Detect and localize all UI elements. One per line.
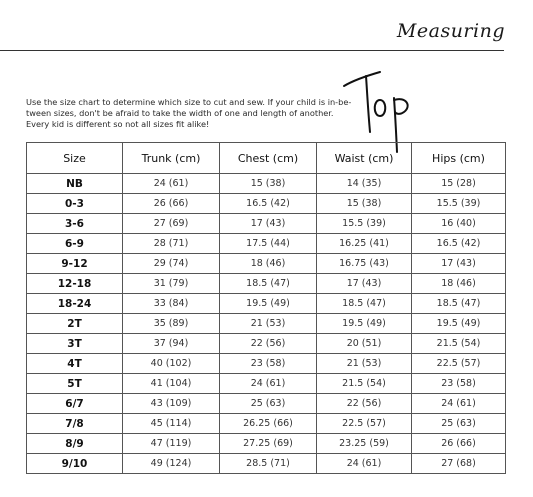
waist-cell: 19.5 (49) (317, 314, 412, 334)
trunk-cell: 47 (119) (123, 434, 220, 454)
trunk-cell: 28 (71) (123, 234, 220, 254)
column-header-trunk: Trunk (cm) (123, 143, 220, 174)
header-rule (0, 50, 504, 51)
chest-cell: 21 (53) (220, 314, 317, 334)
size-cell: 7/8 (27, 414, 123, 434)
size-chart-table (26, 142, 506, 474)
column-header-hips: Hips (cm) (412, 143, 506, 174)
size-cell: 2T (27, 314, 123, 334)
size-cell: 9/10 (27, 454, 123, 474)
intro-line: Every kid is different so not all sizes fit alike! (26, 119, 210, 129)
trunk-cell: 41 (104) (123, 374, 220, 394)
hips-cell: 15 (28) (412, 174, 506, 194)
intro-line: tween sizes, don't be afraid to take the width of one and length of another. (26, 108, 334, 118)
waist-cell: 20 (51) (317, 334, 412, 354)
trunk-cell: 24 (61) (123, 174, 220, 194)
waist-cell: 22 (56) (317, 394, 412, 414)
table-row (27, 394, 506, 414)
size-cell: 3T (27, 334, 123, 354)
trunk-cell: 26 (66) (123, 194, 220, 214)
waist-cell: 24 (61) (317, 454, 412, 474)
table-row (27, 234, 506, 254)
size-cell: 18-24 (27, 294, 123, 314)
table-row (27, 194, 506, 214)
chest-cell: 22 (56) (220, 334, 317, 354)
table-row (27, 354, 506, 374)
trunk-cell: 45 (114) (123, 414, 220, 434)
trunk-cell: 33 (84) (123, 294, 220, 314)
chest-cell: 18 (46) (220, 254, 317, 274)
header-title: Measuring (396, 20, 505, 42)
chest-cell: 17 (43) (220, 214, 317, 234)
hips-cell: 23 (58) (412, 374, 506, 394)
size-cell: 3-6 (27, 214, 123, 234)
size-cell: 6/7 (27, 394, 123, 414)
intro-text (26, 97, 356, 130)
waist-cell: 15.5 (39) (317, 214, 412, 234)
waist-cell: 18.5 (47) (317, 294, 412, 314)
waist-cell: 17 (43) (317, 274, 412, 294)
hips-cell: 17 (43) (412, 254, 506, 274)
table-row (27, 414, 506, 434)
chest-cell: 19.5 (49) (220, 294, 317, 314)
table-row (27, 254, 506, 274)
hips-cell: 15.5 (39) (412, 194, 506, 214)
hips-cell: 22.5 (57) (412, 354, 506, 374)
hips-cell: 27 (68) (412, 454, 506, 474)
chest-cell: 18.5 (47) (220, 274, 317, 294)
table-row (27, 214, 506, 234)
chest-cell: 27.25 (69) (220, 434, 317, 454)
hips-cell: 24 (61) (412, 394, 506, 414)
trunk-cell: 35 (89) (123, 314, 220, 334)
chest-cell: 24 (61) (220, 374, 317, 394)
hips-cell: 18 (46) (412, 274, 506, 294)
waist-cell: 16.75 (43) (317, 254, 412, 274)
column-header-waist: Waist (cm) (317, 143, 412, 174)
table-row (27, 434, 506, 454)
table-row (27, 274, 506, 294)
trunk-cell: 43 (109) (123, 394, 220, 414)
size-cell: 8/9 (27, 434, 123, 454)
hips-cell: 18.5 (47) (412, 294, 506, 314)
hips-cell: 16 (40) (412, 214, 506, 234)
hips-cell: 25 (63) (412, 414, 506, 434)
waist-cell: 23.25 (59) (317, 434, 412, 454)
size-cell: 6-9 (27, 234, 123, 254)
trunk-cell: 40 (102) (123, 354, 220, 374)
table-row (27, 294, 506, 314)
size-cell: NB (27, 174, 123, 194)
trunk-cell: 27 (69) (123, 214, 220, 234)
table-row (27, 174, 506, 194)
table-row (27, 314, 506, 334)
table-row (27, 454, 506, 474)
chest-cell: 15 (38) (220, 174, 317, 194)
intro-line: Use the size chart to determine which size to cut and sew. If your child is in-be- (26, 97, 352, 107)
waist-cell: 14 (35) (317, 174, 412, 194)
chest-cell: 25 (63) (220, 394, 317, 414)
hips-cell: 16.5 (42) (412, 234, 506, 254)
chest-cell: 16.5 (42) (220, 194, 317, 214)
trunk-cell: 37 (94) (123, 334, 220, 354)
waist-cell: 21 (53) (317, 354, 412, 374)
waist-cell: 16.25 (41) (317, 234, 412, 254)
trunk-cell: 31 (79) (123, 274, 220, 294)
waist-cell: 21.5 (54) (317, 374, 412, 394)
hips-cell: 21.5 (54) (412, 334, 506, 354)
size-cell: 9-12 (27, 254, 123, 274)
trunk-cell: 49 (124) (123, 454, 220, 474)
table-row (27, 374, 506, 394)
table-header-row (27, 143, 506, 174)
size-cell: 12-18 (27, 274, 123, 294)
size-cell: 5T (27, 374, 123, 394)
column-header-chest: Chest (cm) (220, 143, 317, 174)
chest-cell: 17.5 (44) (220, 234, 317, 254)
trunk-cell: 29 (74) (123, 254, 220, 274)
hips-cell: 19.5 (49) (412, 314, 506, 334)
size-cell: 4T (27, 354, 123, 374)
table-row (27, 334, 506, 354)
chest-cell: 23 (58) (220, 354, 317, 374)
chest-cell: 28.5 (71) (220, 454, 317, 474)
chest-cell: 26.25 (66) (220, 414, 317, 434)
size-cell: 0-3 (27, 194, 123, 214)
column-header-size: Size (27, 143, 123, 174)
waist-cell: 22.5 (57) (317, 414, 412, 434)
waist-cell: 15 (38) (317, 194, 412, 214)
hips-cell: 26 (66) (412, 434, 506, 454)
